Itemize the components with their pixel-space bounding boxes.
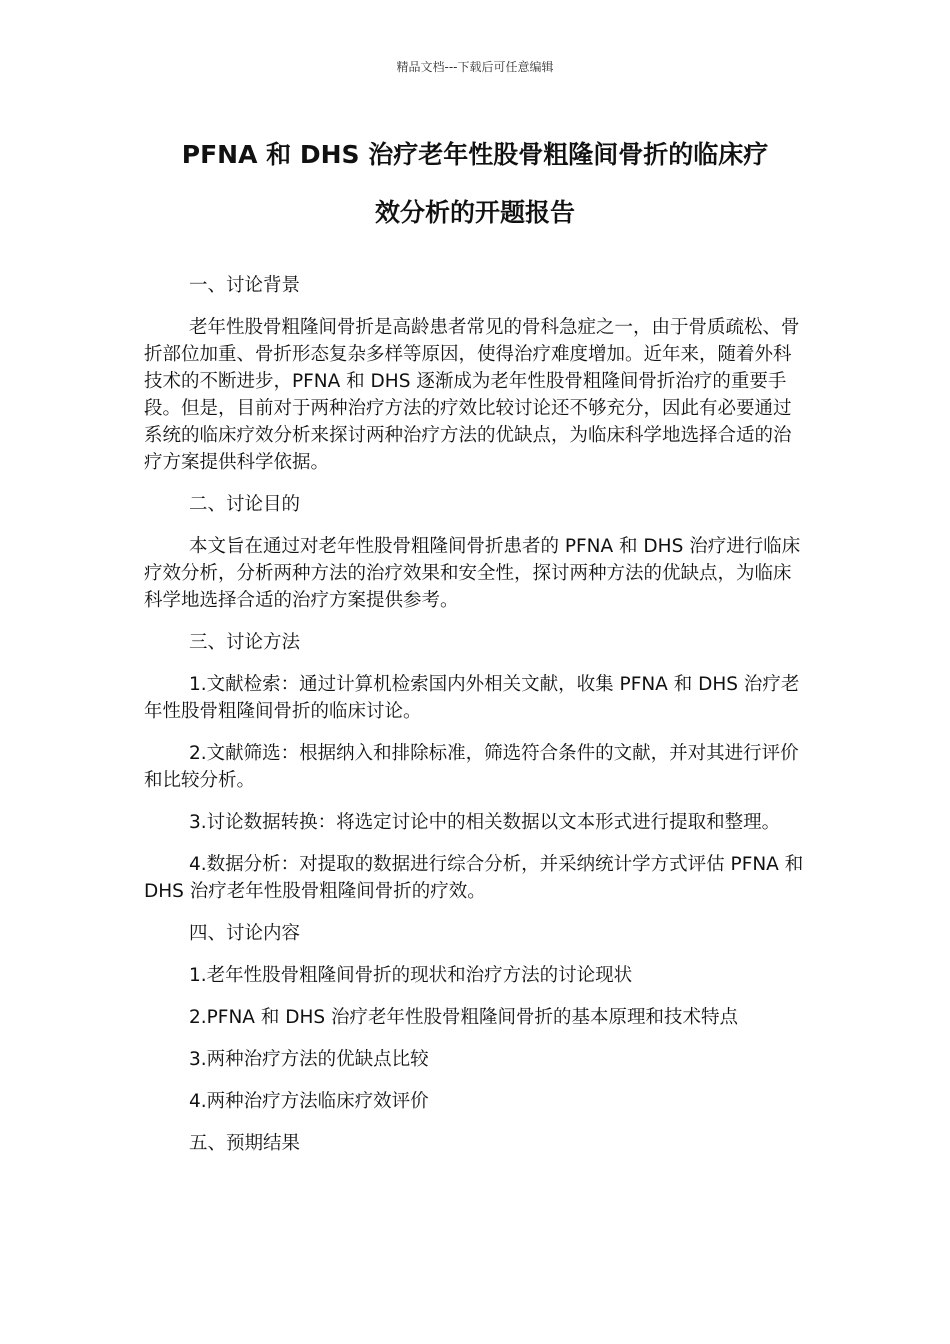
body-paragraph: 3.讨论数据转换：将选定讨论中的相关数据以文本形式进行提取和整理。 (189, 812, 781, 833)
body-paragraph: 4.数据分析：对提取的数据进行综合分析，并采纳统计学方式评估 PFNA 和 DHS 治疗老年性股骨粗隆间骨折的疗效。 (144, 854, 804, 902)
page-header: 精品文档---下载后可任意编辑 (396, 60, 554, 74)
document-title-line-2: 效分析的开题报告 (374, 198, 575, 227)
list-item: 1.老年性股骨粗隆间骨折的现状和治疗方法的讨论现状 (189, 965, 633, 986)
list-item: 3.两种治疗方法的优缺点比较 (189, 1049, 429, 1070)
body-paragraph: 老年性股骨粗隆间骨折是高龄患者常见的骨科急症之一，由于骨质疏松、骨折部位加重、骨折形态复杂多样等原因，使得治疗难度增加。近年来，随着外科技术的不断进步，PFNA 和 DHS 逐渐成为老年性股骨粗隆间骨折治疗的重要手段。但是，目前对于两种治疗方法的疗效比较讨论还不够充分，因此有必要通过系统的临床疗效分析来探讨两种治疗方法的优缺点，为临床科学地选择合适的治疗方案提供科学依据。 (144, 317, 800, 473)
body-paragraph: 2.文献筛选：根据纳入和排除标准，筛选符合条件的文献，并对其进行评价和比较分析。 (144, 743, 799, 791)
section-heading: 三、讨论方法 (189, 632, 301, 653)
section-heading: 五、预期结果 (189, 1133, 301, 1154)
document-title-line-1: PFNA 和 DHS 治疗老年性股骨粗隆间骨折的临床疗 (181, 140, 769, 169)
section-heading: 四、讨论内容 (189, 923, 301, 944)
body-paragraph: 1.文献检索：通过计算机检索国内外相关文献，收集 PFNA 和 DHS 治疗老年性股骨粗隆间骨折的临床讨论。 (144, 674, 800, 722)
list-item: 4.两种治疗方法临床疗效评价 (189, 1091, 429, 1112)
section-heading: 一、讨论背景 (189, 275, 301, 296)
document-body (144, 272, 808, 1172)
list-item: 2.PFNA 和 DHS 治疗老年性股骨粗隆间骨折的基本原理和技术特点 (189, 1007, 738, 1028)
section-heading: 二、讨论目的 (189, 494, 301, 515)
body-paragraph: 本文旨在通过对老年性股骨粗隆间骨折患者的 PFNA 和 DHS 治疗进行临床疗效分析，分析两种方法的治疗效果和安全性，探讨两种方法的优缺点，为临床科学地选择合适的治疗方案提供参考。 (144, 536, 801, 611)
